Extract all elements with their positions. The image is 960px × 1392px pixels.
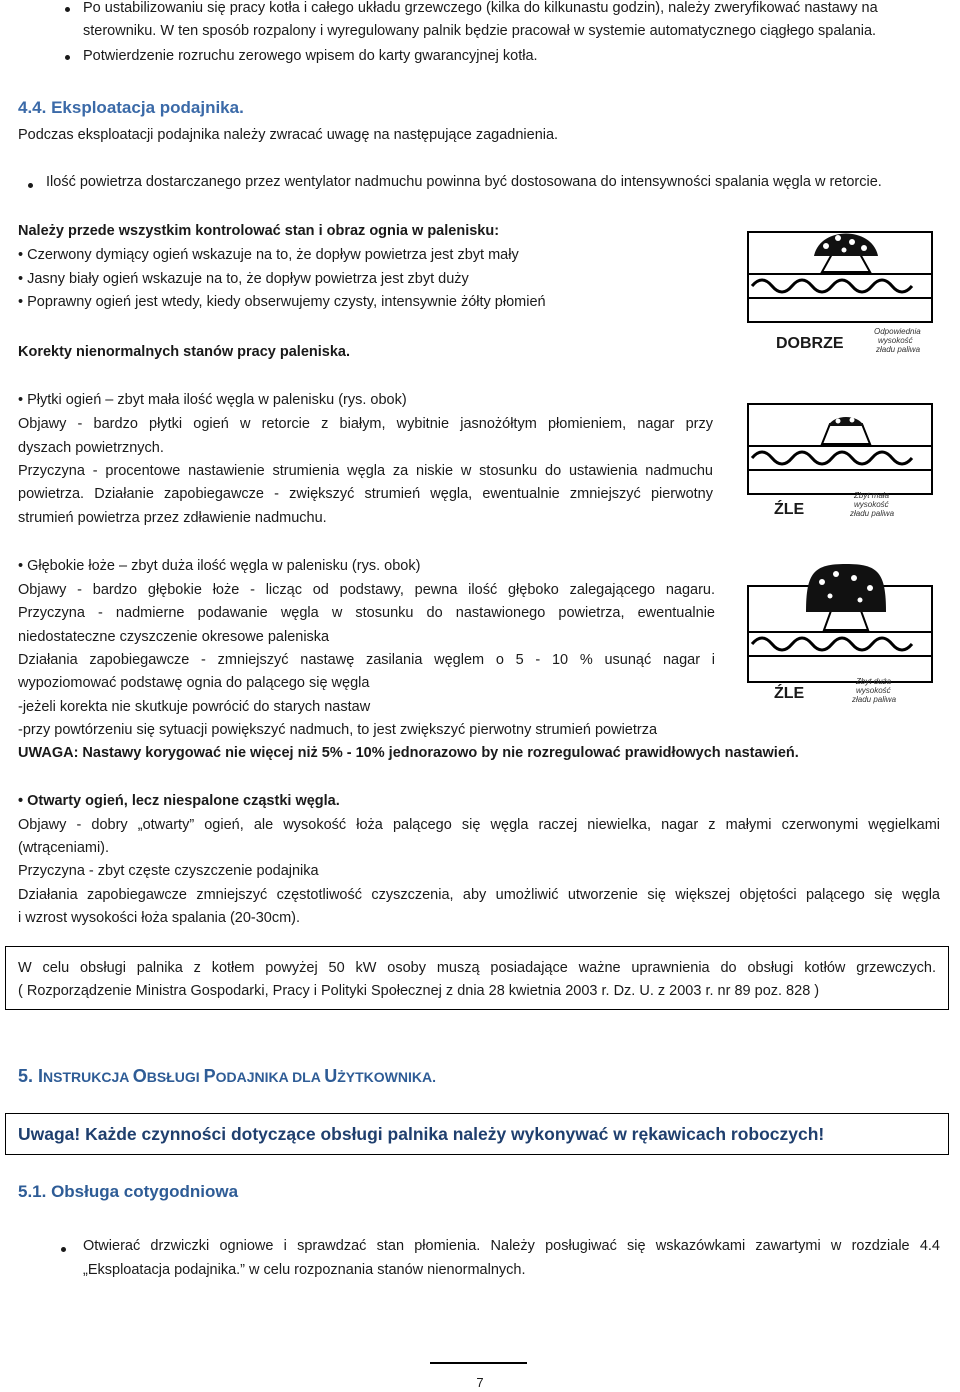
figure-note: zładu paliwa bbox=[850, 509, 895, 518]
figure-note: wysokość bbox=[856, 686, 891, 695]
figure-note: zładu paliwa bbox=[852, 695, 897, 704]
section-title-part: I bbox=[38, 1066, 44, 1086]
section-title-part: ODAJNIKA DLA bbox=[215, 1069, 325, 1085]
flame-check-item: • Czerwony dymiący ogień wskazuje na to, że dopływ powietrza jest zbyt mały bbox=[18, 247, 519, 263]
bullet-line: Potwierdzenie rozruchu zerowego wpisem do karty gwarancyjnej kotła. bbox=[83, 48, 538, 64]
figure-label: ŹLE bbox=[774, 501, 805, 518]
section-heading-5-1: 5.1. Obsługa cotygodniowa bbox=[18, 1182, 239, 1201]
figure-note: zładu paliwa bbox=[876, 345, 921, 354]
flame-check-item: • Poprawny ogień jest wtedy, kiedy obserwujemy czysty, intensywnie żółty płomień bbox=[18, 294, 546, 310]
footer-rule bbox=[430, 1362, 527, 1364]
air-supply-bullet: Ilość powietrza dostarczanego przez wentylator nadmuchu powinna być dostosowana do intensywności spalania węgla w retorcie. bbox=[46, 174, 882, 190]
open-fire-line: Objawy - dobry „otwarty” ogień, ale wysokość łoża palącego się węgla raczej niewielka, nagar z małymi czerwonymi węgielkami bbox=[18, 817, 940, 833]
deep-line: Przyczyna - nadmierne podawanie węgla w stosunku do nastawionego powietrza, ewentualnie bbox=[18, 605, 715, 621]
section-heading-5 bbox=[18, 1066, 436, 1087]
open-fire-line: Przyczyna - zbyt częste czyszczenie podajnika bbox=[18, 863, 319, 879]
burner-figure-deep bbox=[742, 562, 940, 712]
open-fire-line: (wtrąceniami). bbox=[18, 840, 110, 856]
deep-line: -przy powtórzeniu się sytuacji powiększyć nadmuch, to jest zwiększyć pierwotny strumień powietrza bbox=[18, 722, 658, 738]
deep-line: niedostateczne czyszczenie okresowe paleniska bbox=[18, 629, 330, 645]
notice-line: ( Rozporządzenie Ministra Gospodarki, Pracy i Polityki Społecznej z dnia 28 kwietnia 2003 r. Dz. U. z 2003 r. nr 89 poz. 828 ) bbox=[18, 983, 820, 999]
section-title-part: P bbox=[203, 1066, 216, 1086]
figure-note: Odpowiednia bbox=[874, 327, 921, 336]
shallow-line: strumień powietrza przez zdławienie nadmuchu. bbox=[18, 510, 327, 526]
gloves-warning-box bbox=[5, 1113, 949, 1155]
shallow-title: • Płytki ogień – zbyt mała ilość węgla w palenisku (rys. obok) bbox=[18, 392, 407, 408]
shallow-line: Objawy - bardzo płytki ogień w retorcie z białym, wybitnie jasnożółtym płomieniem, nagar przy bbox=[18, 416, 713, 432]
shallow-line: dyszach powietrznych. bbox=[18, 440, 164, 456]
figure-note: wysokość bbox=[878, 336, 913, 345]
figure-label: DOBRZE bbox=[776, 335, 844, 352]
figure-note: Zbyt duża bbox=[856, 677, 892, 686]
figure-label: ŹLE bbox=[774, 685, 805, 702]
bullet-line: sterowniku. W ten sposób rozpalony i wyregulowany palnik będzie pracował w systemie automatycznego ciągłego spalania. bbox=[83, 23, 877, 39]
bullet-dot bbox=[61, 1247, 66, 1252]
deep-line: Objawy - bardzo głębokie łoże - licząc od podstawy, pewna ilość głęboko zalegającego nagaru. bbox=[18, 582, 715, 598]
figure-note: Zbyt mała bbox=[854, 491, 890, 500]
bullet-dot bbox=[65, 55, 70, 60]
corrections-heading: Korekty nienormalnych stanów pracy paleniska. bbox=[18, 344, 351, 360]
section-title-part: U bbox=[324, 1066, 338, 1086]
section-title-part: O bbox=[132, 1066, 147, 1086]
bullet-line: Po ustabilizowaniu się pracy kotła i całego układu grzewczego (kilka do kilkunastu godzin), należy zweryfikować nastawy na bbox=[83, 0, 878, 16]
bullet-dot bbox=[65, 7, 70, 12]
open-fire-line: Działania zapobiegawcze zmniejszyć częstotliwość czyszczenia, aby umożliwić utworzenie się większej objętości palącego się węgla bbox=[18, 887, 940, 903]
burner-figure-shallow bbox=[742, 398, 940, 526]
flame-check-item: • Jasny biały ogień wskazuje na to, że dopływ powietrza jest zbyt duży bbox=[18, 271, 469, 287]
deep-title: • Głębokie łoże – zbyt duża ilość węgla w palenisku (rys. obok) bbox=[18, 558, 421, 574]
shallow-line: powietrza. Działanie zapobiegawcze - zwiększyć strumień węgla, ewentualnie zmniejszyć pierwotny bbox=[18, 486, 713, 502]
section-title-part: NSTRUKCJA bbox=[43, 1069, 133, 1085]
burner-illustration bbox=[748, 564, 932, 682]
deep-line: -jeżeli korekta nie skutkuje powrócić do starych nastaw bbox=[18, 699, 371, 715]
figure-note: wysokość bbox=[854, 500, 889, 509]
bullet-dot bbox=[28, 183, 33, 188]
open-fire-title: • Otwarty ogień, lecz niespalone cząstki węgla. bbox=[18, 793, 340, 809]
gloves-warning-text: Uwaga! Każde czynności dotyczące obsługi palnika należy wykonywać w rękawicach roboczych! bbox=[18, 1124, 825, 1144]
section-intro: Podczas eksploatacji podajnika należy zwracać uwagę na następujące zagadnienia. bbox=[18, 127, 559, 143]
section-heading-4-4: 4.4. Eksploatacja podajnika. bbox=[18, 98, 244, 117]
flame-check-heading: Należy przede wszystkim kontrolować stan i obraz ognia w palenisku: bbox=[18, 223, 500, 239]
deep-line: wypoziomować podstawę ognia do palącego się węgla bbox=[18, 675, 370, 691]
deep-warning: UWAGA: Nastawy korygować nie więcej niż 5% - 10% jednorazowo by nie rozregulować prawidłowych nastawień. bbox=[18, 745, 799, 761]
weekly-bullet-line: Otwierać drzwiczki ogniowe i sprawdzać stan płomienia. Należy posługiwać się wskazówkami zawartymi w rozdziale 4.4 bbox=[83, 1238, 940, 1254]
open-fire-line: i wzrost wysokości łoża spalania (20-30cm). bbox=[18, 910, 301, 926]
shallow-line: Przyczyna - procentowe nastawienie strumienia węgla za niskie w stosunku do ustawienia nadmuchu bbox=[18, 463, 713, 479]
page-number: 7 bbox=[476, 1375, 484, 1390]
burner-illustration bbox=[748, 232, 932, 322]
section-title-part: ŻYTKOWNIKA. bbox=[337, 1069, 436, 1085]
section-title-part: BSŁUGI bbox=[146, 1069, 204, 1085]
burner-illustration bbox=[748, 404, 932, 494]
deep-line: Działania zapobiegawcze - zmniejszyć nastawę zasilania węglem o 5 - 10 % usunąć nagar i bbox=[18, 652, 715, 668]
burner-figure-good bbox=[742, 224, 940, 356]
notice-line: W celu obsługi palnika z kotłem powyżej 50 kW osoby muszą posiadające ważne uprawnienia do obsługi kotłów grzewczych. bbox=[18, 960, 936, 976]
section-number: 5. bbox=[18, 1066, 34, 1086]
weekly-bullet-line: „Eksploatacja podajnika.” w celu rozpoznania stanów nienormalnych. bbox=[83, 1262, 526, 1278]
qualification-notice-box bbox=[5, 946, 949, 1010]
